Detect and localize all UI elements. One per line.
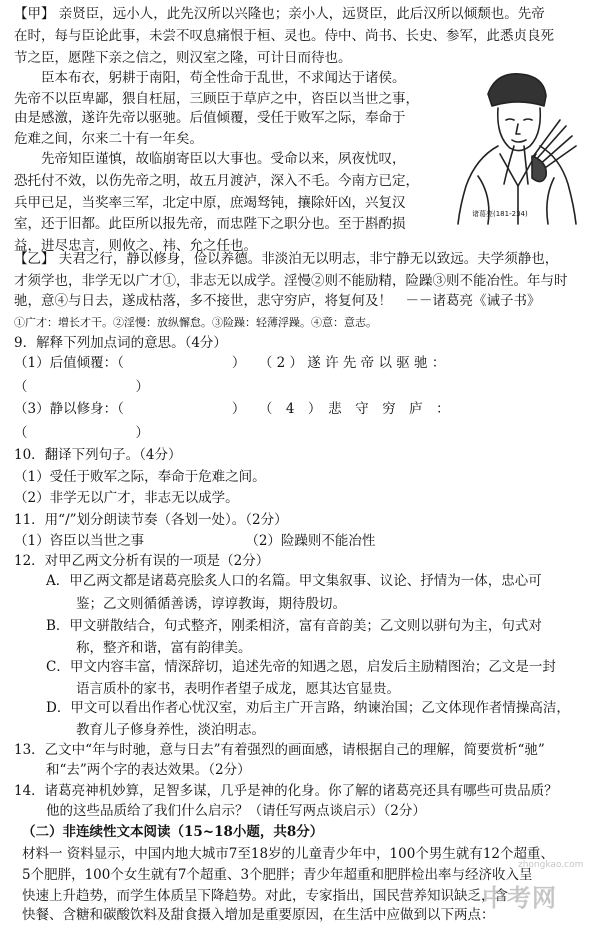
text-line: 益，进尽忠言，则攸之、祎、允之任也。 [14, 238, 257, 254]
question-10: 10．翻译下列句子。（4分） [14, 447, 182, 463]
question-13: 13．乙文中“年与时驰，意与日去”有着强烈的画面感，请根据自己的理解，简要赏析“驰” [14, 742, 545, 758]
text-line: 室，还于旧都。此臣所以报先帝，而忠陛下之职分也。至于斟酌损 [14, 216, 406, 232]
question-9: 9．解释下列加点词的意思。（4分） [14, 335, 227, 351]
text-line: 称，整齐和谐，富有韵律美。 [76, 640, 252, 656]
text-line: 快速上升趋势，而学生体质呈下降趋势。对此，专家指出，国民营养知识缺乏，含 [22, 888, 508, 904]
text-line: 由是感激，遂许先帝以驱驰。后值倾覆，受任于败军之际，奉命于 [14, 110, 406, 126]
text-line: 快餐、含糖和碳酸饮料及甜食摄入增加是重要原因，在生活中应做到以下两点： [22, 907, 495, 923]
option-b: B．甲文骈散结合，句式整齐，刚柔相济，富有音韵美；乙文则以骈句为主，句式对 [46, 618, 542, 634]
text-line: 5个肥胖，100个女生就有7个超重、3个肥胖；青少年超重和肥胖检出率与经济收入呈 [22, 867, 533, 883]
watermark [478, 858, 586, 920]
option-d: D．甲文可以看出作者心忧汉室，劝后主广开言路，纳谏治国；乙文体现作者情操高洁， [46, 700, 570, 716]
text-line: （3）静以修身：（ ） （ 4 ） 悲 守 穷 庐 ： [14, 401, 450, 417]
option-c: C．甲文内容丰富，情深辞切，追述先帝的知遇之恩，启发后主励精图治；乙文是一封 [46, 659, 556, 675]
text-line: （1）咨臣以当世之事 （2）险躁则不能冶性 [14, 533, 376, 549]
option-a: A．甲乙两文都是诸葛亮脍炙人口的名篇。甲文集叙事、议论、抒情为一体，忠心可 [46, 573, 542, 589]
question-12: 12．对甲乙两文分析有误的一项是（2分） [14, 553, 270, 569]
zhuge-liang-portrait [448, 66, 582, 226]
watermark-url: zhongkao.com [518, 860, 584, 870]
text-line: （2）非学无以广才，非志无以成学。 [14, 490, 239, 506]
text-line: 兵甲已足，当奖率三军，北定中原，庶竭驽钝，攘除奸凶，兴复汉 [14, 195, 406, 211]
question-14: 14．诸葛亮神机妙算，足智多谋，几乎是神的化身。你了解的诸葛亮还具有哪些可贵品质？ [14, 783, 558, 799]
section-heading: （二）非连续性文本阅读（15~18小题，共8分） [22, 824, 324, 840]
text-line: （ ） [14, 425, 149, 441]
text-line: 他的这些品质给了我们什么启示？（请任写两点谈启示）（2分） [46, 803, 426, 819]
text-line: 在时，每与臣论此事，未尝不叹息痛恨于桓、灵也。侍中、尚书、长史、参军，此悉贞良死 [14, 28, 554, 44]
text-line: 教育儿子修身养性，淡泊明志。 [76, 722, 265, 738]
text-line: 才须学也，非学无以广才①，非志无以成学。淫慢②则不能励精，险躁③则不能冶性。年与时 [14, 273, 568, 289]
text-line: 语言质朴的家书，表明作者望子成龙，愿其达官显贵。 [76, 681, 400, 697]
text-line: 节之臣，愿陛下亲之信之，则汉室之隆，可计日而待也。 [14, 50, 352, 66]
text-line: 驰，意④与日去，遂成枯落，多不接世，悲守穷庐，将复何及！ －－诸葛亮《诫子书》 [14, 293, 541, 309]
question-11: 11．用“/”划分朗读节奏（各划一处）。（2分） [14, 512, 288, 528]
text-line: 和“去”两个字的表达效果。（2分） [46, 762, 251, 778]
text-line: （1）受任于败军之际，奉命于危难之间。 [14, 469, 266, 485]
text-line: 【乙】 夫君之行，静以修身，俭以养德。非淡泊无以明志，非宁静无以致远。夫学须静也， [14, 251, 559, 267]
text-line: 鉴；乙文则循循善诱，谆谆教诲，期待殷切。 [76, 596, 346, 612]
text-line: 先帝知臣谨慎，故临崩寄臣以大事也。受命以来，夙夜忧叹， [14, 151, 406, 167]
text-line: （ ） [14, 379, 149, 395]
text-line: 危难之间，尔来二十有一年矣。 [14, 131, 203, 147]
text-line: 恐托付不效，以伤先帝之明，故五月渡泸，深入不毛。今南方已定， [14, 173, 419, 189]
footnote-line: ①广才：增长才干。②淫慢：放纵懈怠。③险躁：轻薄浮躁。④意：意志。 [14, 316, 377, 329]
text-line: （1）后值倾覆：（ ） （ 2 ） 遂 许 先 帝 以 驱 驰 ： [14, 355, 446, 371]
text-line: 【甲】 亲贤臣，远小人，此先汉所以兴隆也；亲小人，远贤臣，此后汉所以倾颓也。先帝 [14, 6, 545, 22]
text-line: 臣本布衣，躬耕于南阳，苟全性命于乱世，不求闻达于诸侯。 [14, 70, 406, 86]
text-line: 先帝不以臣卑鄙，猥自枉屈，三顾臣于草庐之中，咨臣以当世之事， [14, 91, 419, 107]
watermark-logo: 中考网 [482, 884, 557, 912]
portrait-caption: 诸葛亮(181-234) [472, 210, 528, 218]
text-line: 材料一 资料显示，中国内地大城市7至18岁的儿童青少年中，100个男生就有12个超重、 [22, 846, 555, 862]
